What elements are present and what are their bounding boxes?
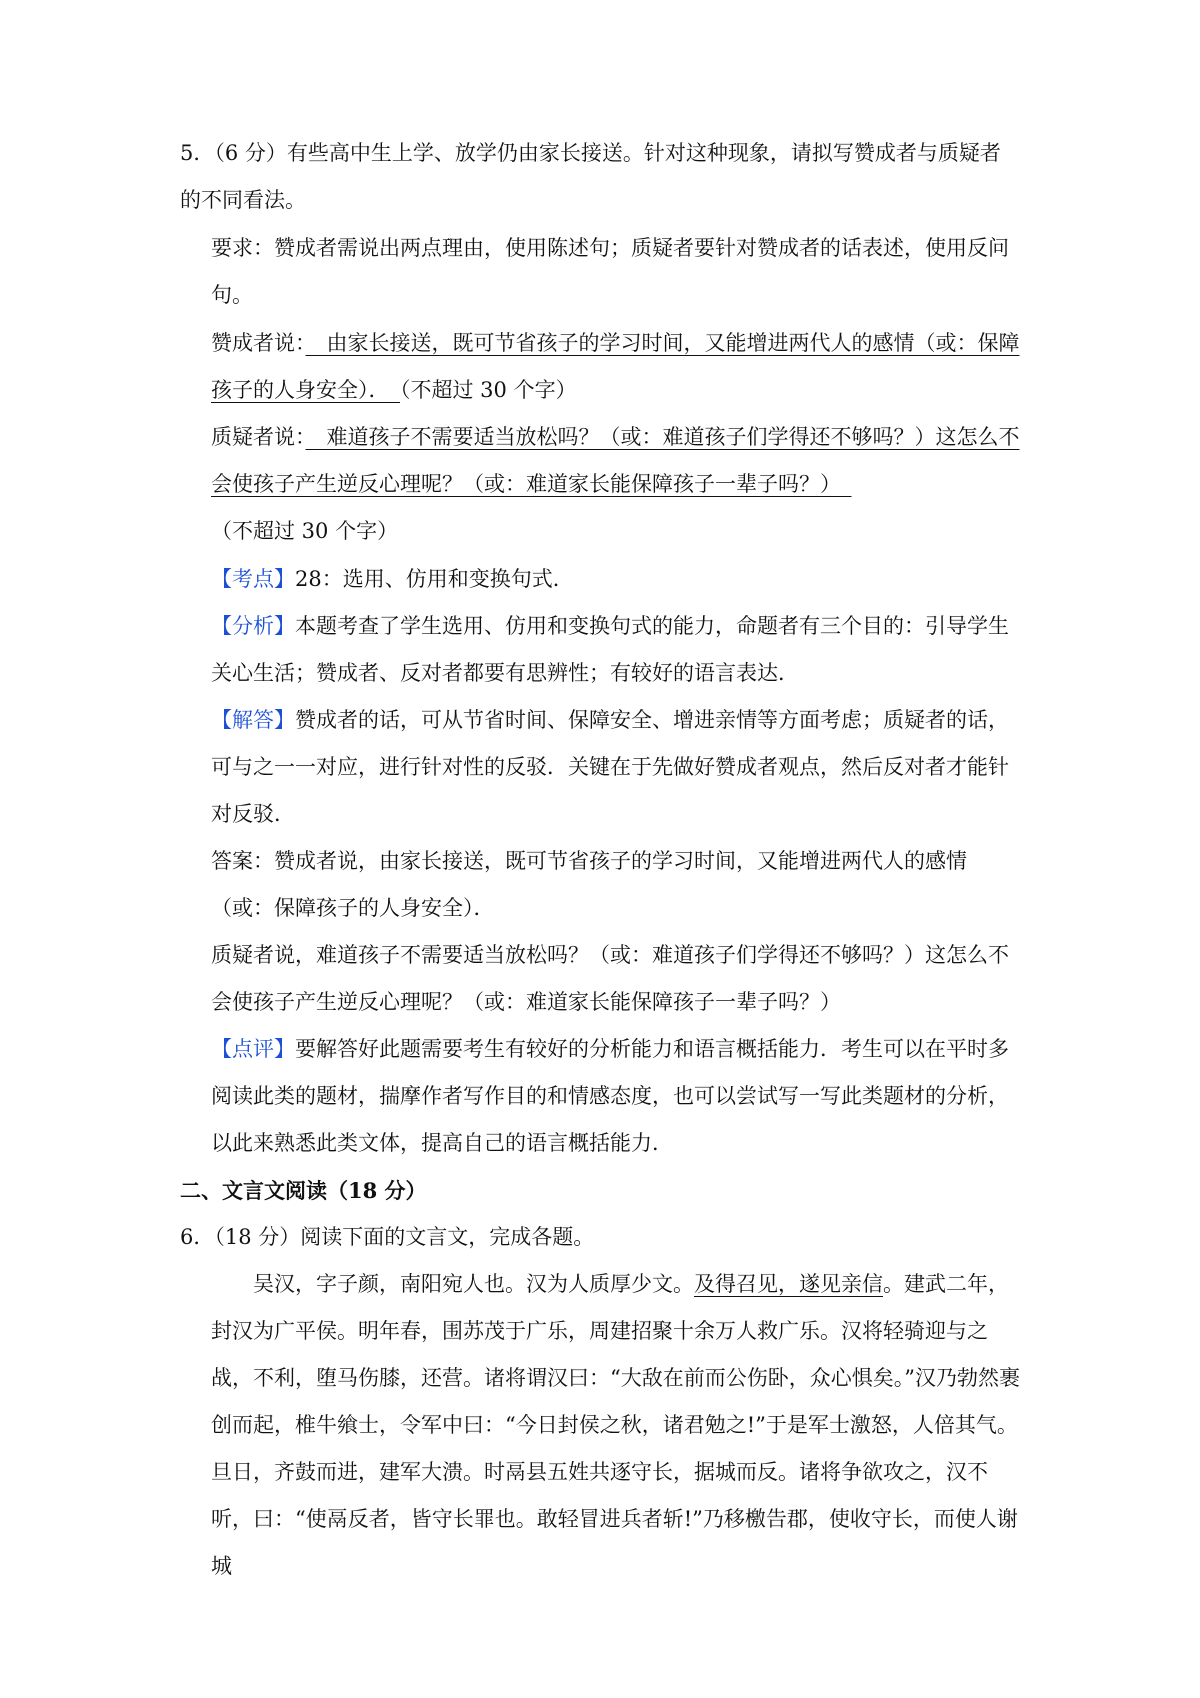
fenxi-tag: 【分析】 xyxy=(211,614,295,638)
q5-requirement-text: 要求：赞成者需说出两点理由，使用陈述句；质疑者要针对赞成者的话表述，使用反问句。 xyxy=(211,236,1009,307)
kaodian-tag: 【考点】 xyxy=(211,567,295,591)
supporter-limit: （不超过 30 个字） xyxy=(400,378,577,402)
q5-fenxi xyxy=(211,603,1021,697)
doubter-answer: 难道孩子不需要适当放松吗？（或：难道孩子们学得还不够吗？）这怎么不会使孩子产生逆反心理呢？（或：难道家长能保障孩子一辈子吗？） xyxy=(211,425,1020,496)
q6-passage xyxy=(211,1261,1021,1590)
fenxi-text: 本题考查了学生选用、仿用和变换句式的能力，命题者有三个目的：引导学生关心生活；赞成者、反对者都要有思辨性；有较好的语言表达． xyxy=(211,614,1009,685)
q5-answer-2 xyxy=(211,932,1021,1026)
doubter-limit: （不超过 30 个字） xyxy=(211,519,399,543)
jieda-text: 赞成者的话，可从节省时间、保障安全、增进亲情等方面考虑；质疑者的话，可与之一一对应，进行针对性的反驳．关键在于先做好赞成者观点，然后反对者才能针对反驳． xyxy=(211,708,1009,826)
answer-1-text: 答案：赞成者说，由家长接送，既可节省孩子的学习时间，又能增进两代人的感情（或：保障孩子的人身安全）． xyxy=(211,849,967,920)
passage-start: 吴汉，字子颜，南阳宛人也。汉为人质厚少文。 xyxy=(253,1272,694,1296)
q5-dianping xyxy=(211,1026,1021,1167)
section-2-title xyxy=(180,1167,1020,1214)
q5-kaodian xyxy=(211,556,1021,603)
supporter-answer: 由家长接送，既可节省孩子的学习时间，又能增进两代人的感情（或：保障孩子的人身安全）． xyxy=(211,331,1020,402)
dianping-tag: 【点评】 xyxy=(211,1037,295,1061)
dianping-text: 要解答好此题需要考生有较好的分析能力和语言概括能力．考生可以在平时多阅读此类的题材，揣摩作者写作目的和情感态度，也可以尝试写一写此类题材的分析，以此来熟悉此类文体，提高自己的语言概括能力． xyxy=(211,1037,1009,1155)
q5-jieda xyxy=(211,697,1021,838)
supporter-label: 赞成者说： xyxy=(211,331,306,355)
q5-requirement xyxy=(211,225,1021,319)
kaodian-text: 28：选用、仿用和变换句式． xyxy=(295,567,574,591)
q5-answer-1 xyxy=(211,838,1021,932)
q5-stem xyxy=(180,130,1020,224)
answer-2-text: 质疑者说，难道孩子不需要适当放松吗？（或：难道孩子们学得还不够吗？）这怎么不会使孩子产生逆反心理呢？（或：难道家长能保障孩子一辈子吗？） xyxy=(211,943,1009,1014)
passage-underlined: 及得召见，遂见亲信 xyxy=(694,1272,883,1296)
section-2-title-text: 二、文言文阅读（18 分） xyxy=(180,1178,427,1203)
q6-stem xyxy=(180,1214,1020,1261)
q5-stem-text: 5．（6 分）有些高中生上学、放学仍由家长接送。针对这种现象，请拟写赞成者与质疑者的不同看法。 xyxy=(180,141,1001,212)
passage-rest: 。建武二年，封汉为广平侯。明年春，围苏茂于广乐，周建招聚十余万人救广乐。汉将轻骑迎与之战，不利，堕马伤膝，还营。诸将谓汉曰：“大敌在前而公伤卧，众心惧矣。”汉乃勃然裹创而起，椎牛飨士，令军中曰：“今日封侯之秋，诸君勉之!”于是军士激怒，人倍其气。旦日，齐鼓而进，建军大溃。时鬲县五姓共逐守长，据城而反。诸将争欲攻之，汉不听，曰：“使鬲反者，皆守长罪也。敢轻冒进兵者斩!”乃移檄告郡，使收守长，而使人谢城 xyxy=(211,1272,1020,1578)
q5-supporter xyxy=(211,320,1021,414)
q6-stem-text: 6．（18 分）阅读下面的文言文，完成各题。 xyxy=(180,1225,595,1249)
doubter-label: 质疑者说： xyxy=(211,425,306,449)
q5-doubter xyxy=(211,414,1021,555)
jieda-tag: 【解答】 xyxy=(211,708,295,732)
